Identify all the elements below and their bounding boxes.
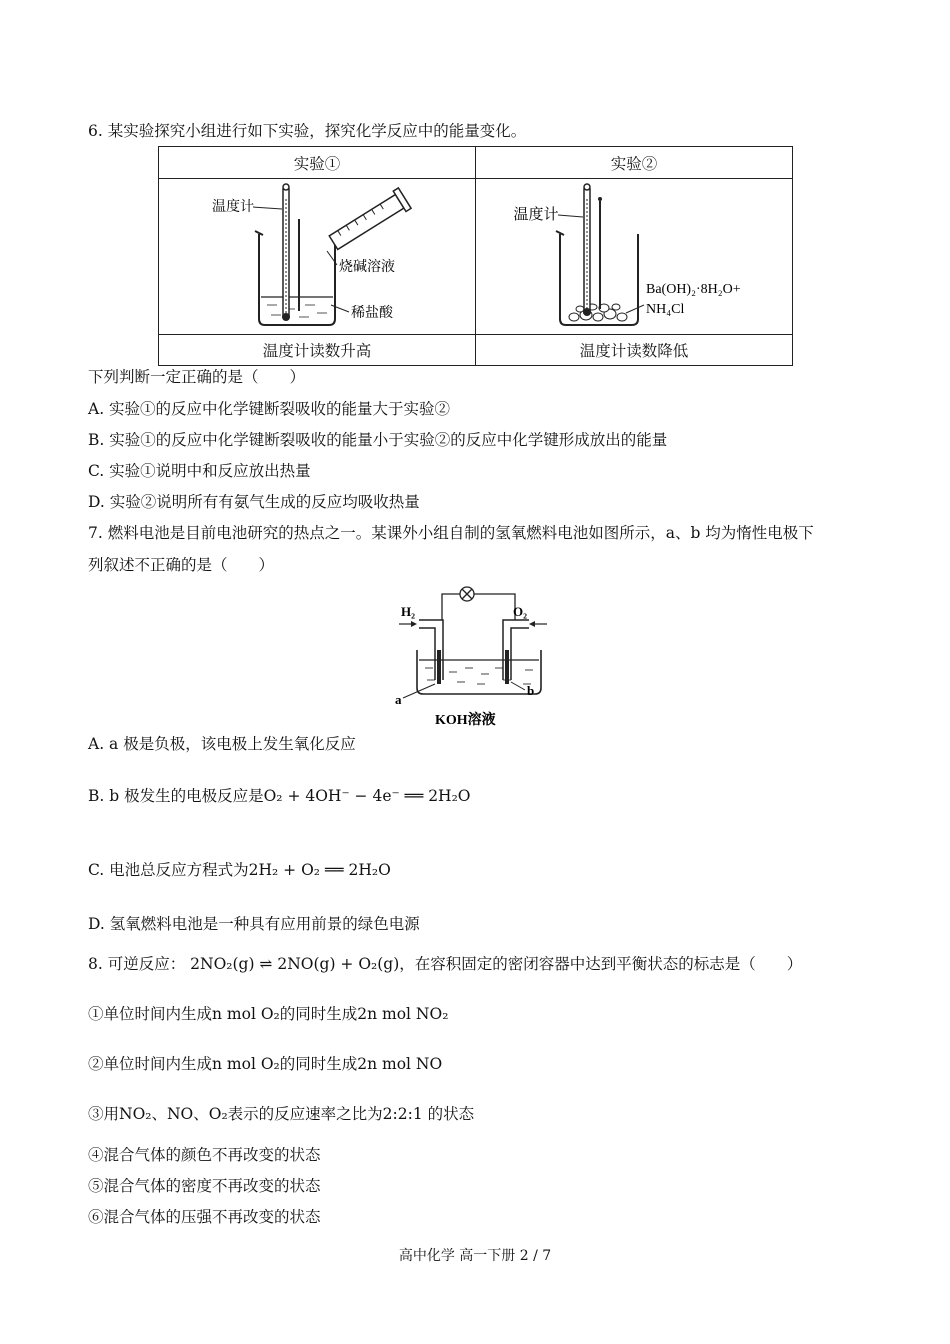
fuel-cell-diagram [385,580,555,730]
q8-item-1: ①单位时间内生成n mol O₂的同时生成2n mol NO₂ [88,1005,449,1023]
q6-stem: 6. 某实验探究小组进行如下实验，探究化学反应中的能量变化。 [88,122,527,140]
exp1-thermometer-label: 温度计 [212,200,254,215]
electrode-a-label: a [395,692,402,707]
q6-option-c: C. 实验①说明中和反应放出热量 [88,462,311,480]
exp2-reagent-line2: NH₄Cl [646,302,685,317]
q7-option-b: B. b 极发生的电极反应是O₂ + 4OH⁻ − 4e⁻ ══ 2H₂O [88,787,471,805]
exp1-apparatus-figure [159,179,475,330]
q8-item-6: ⑥混合气体的压强不再改变的状态 [88,1208,321,1226]
gas-h2-label: H₂ [401,604,416,619]
q8-stem: 8. 可逆反应： 2NO₂(g) ⇌ 2NO(g) + O₂(g)，在容积固定的密闭容器中达到平衡状态的标志是（ ） [88,955,803,973]
exp2-apparatus-figure [476,179,792,330]
exp1-result: 温度计读数升高 [159,335,476,366]
exp1-naoh-label: 烧碱溶液 [339,260,395,275]
q7-stem-line2: 列叙述不正确的是（ ） [88,556,275,574]
page-footer: 高中化学 高一下册 2 / 7 [398,1248,552,1264]
koh-solution-label: KOH溶液 [435,713,496,728]
electrode-b-label: b [527,683,535,698]
exp1-hcl-label: 稀盐酸 [351,306,393,321]
q8-item-2: ②单位时间内生成n mol O₂的同时生成2n mol NO [88,1055,443,1073]
exp1-header: 实验① [159,147,476,179]
exp2-reagent-line1: Ba(OH)₂·8H₂O+ [646,282,741,297]
exp2-result: 温度计读数降低 [476,335,793,366]
q8-item-5: ⑤混合气体的密度不再改变的状态 [88,1177,321,1195]
q6-prompt: 下列判断一定正确的是（ ） [88,368,306,386]
q6-option-d: D. 实验②说明所有有氨气生成的反应均吸收热量 [88,493,420,511]
q6-option-b: B. 实验①的反应中化学键断裂吸收的能量小于实验②的反应中化学键形成放出的能量 [88,431,668,449]
q7-option-c: C. 电池总反应方程式为2H₂ + O₂ ══ 2H₂O [88,861,391,879]
exp2-header: 实验② [476,147,793,179]
exp2-thermometer-label: 温度计 [513,207,559,223]
q8-item-3: ③用NO₂、NO、O₂表示的反应速率之比为2:2:1 的状态 [88,1105,475,1123]
q7-stem-line1: 7. 燃料电池是目前电池研究的热点之一。某课外小组自制的氢氧燃料电池如图所示，a、b 均为惰性电极下 [88,524,814,542]
q7-option-d: D. 氢氧燃料电池是一种具有应用前景的绿色电源 [88,915,420,933]
gas-o2-label: O₂ [513,604,528,619]
exp2-figure-cell [476,179,793,335]
q6-option-a: A. 实验①的反应中化学键断裂吸收的能量大于实验② [88,400,451,418]
q8-item-4: ④混合气体的颜色不再改变的状态 [88,1146,321,1164]
experiment-table [158,146,793,366]
exp1-figure-cell [159,179,476,335]
q7-option-a: A. a 极是负极，该电极上发生氧化反应 [88,735,356,753]
